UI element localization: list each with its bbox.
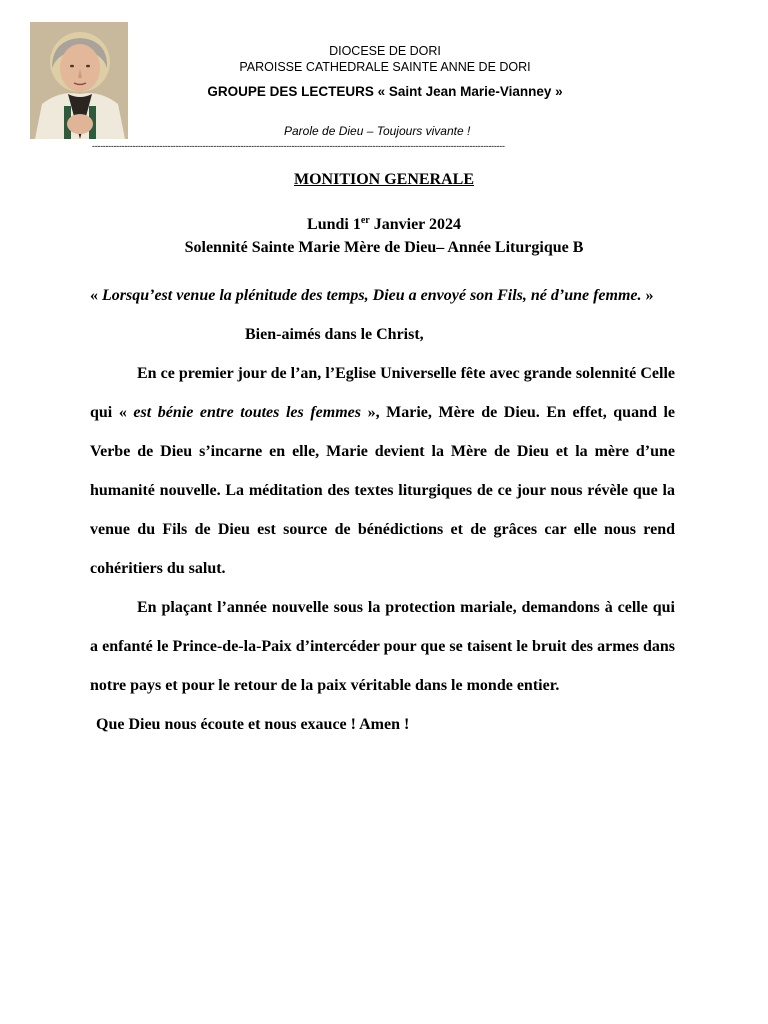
document-title: MONITION GENERALE — [293, 171, 475, 188]
diocese-heading: DIOCESE DE DORI — [329, 44, 441, 58]
saint-portrait-icon — [30, 22, 128, 139]
paragraph-2: En plaçant l’année nouvelle sous la protection mariale, demandons à celle qui a enfanté le Prince-de-la-Paix d’intercéder pour que se taisent le bruit des armes dans notre pays et pour le retour de la paix véritable dans le monde entier. — [90, 599, 675, 694]
greeting: Bien-aimés dans le Christ, — [245, 326, 424, 343]
parish-heading: PAROISSE CATHEDRALE SAINTE ANNE DE DORI — [239, 60, 531, 74]
separator-rule: --------------------------------------------------------------------------------------------------------------------------------------------------------- — [92, 141, 505, 151]
paragraph-1-citation: est bénie entre toutes les femmes — [133, 404, 361, 421]
paragraph-1-start: En ce premier jour de l’an, l’Eglise Universelle fête avec grande solennité Celle qui « — [90, 365, 675, 421]
opening-quote — [90, 276, 675, 315]
motto: Parole de Dieu – Toujours vivante ! — [284, 124, 471, 138]
quote-open-mark: « — [90, 287, 102, 304]
document-title-block — [0, 171, 768, 189]
feast-line: Solennité Sainte Marie Mère de Dieu– Année Liturgique B — [184, 239, 584, 256]
paragraph-1-end: », Marie, Mère de Dieu. En effet, quand le Verbe de Dieu s’incarne en elle, Marie devient la Mère de Dieu et la mère d’une humanité nouvelle. La méditation des textes liturgiques de ce jour nous révèle que la venue du Fils de Dieu est source de bénédictions et de grâces car elle nous rend cohéritiers du salut. — [90, 404, 676, 577]
closing-prayer: Que Dieu nous écoute et nous exauce ! Amen ! — [96, 716, 410, 733]
quote-text: Lorsqu’est venue la plénitude des temps, Dieu a envoyé son Fils, né d’une femme. — [102, 287, 642, 304]
group-heading: GROUPE DES LECTEURS « Saint Jean Marie-Vianney » — [207, 84, 563, 99]
quote-close-mark: » — [641, 287, 654, 304]
paragraph-1 — [90, 354, 675, 588]
document-body — [90, 276, 675, 744]
date-rest: Janvier 2024 — [369, 216, 461, 233]
date-ordinal: er — [360, 215, 370, 226]
date-line — [0, 216, 768, 234]
date-day: Lundi 1 — [307, 216, 361, 233]
saint-portrait-image — [30, 22, 128, 139]
